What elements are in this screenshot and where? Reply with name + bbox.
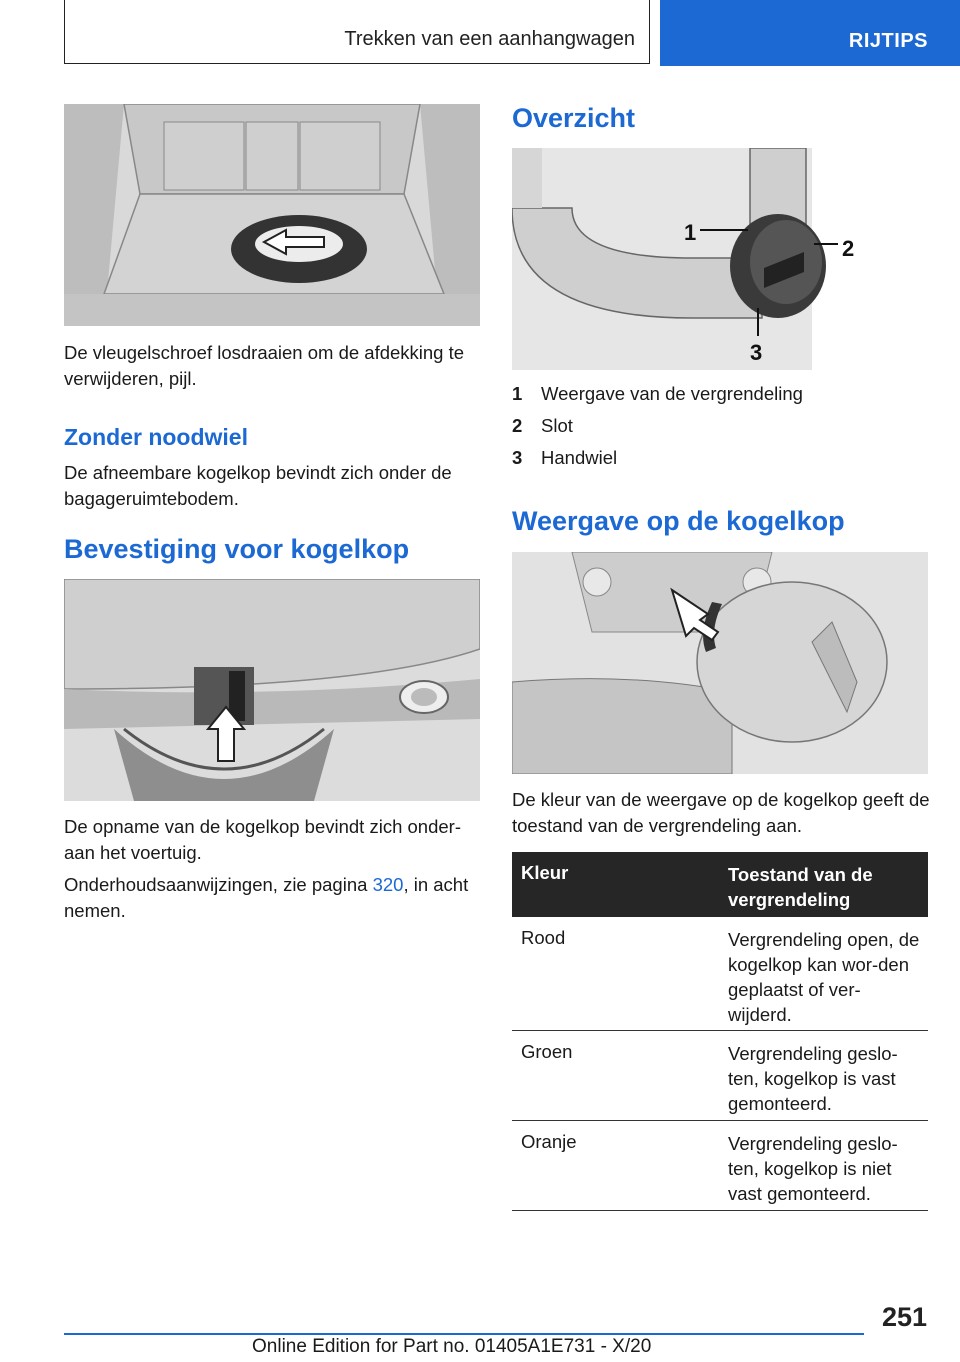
table-header-row (512, 852, 928, 917)
legend-number: 1 (512, 383, 523, 404)
chapter-title: Trekken van een aanhangwagen (344, 28, 635, 50)
table-row (512, 1121, 928, 1211)
bevestiging-heading: Bevestiging voor kogelkop (64, 534, 410, 564)
page-header (0, 0, 960, 66)
overzicht-heading: Overzicht (512, 103, 636, 133)
indicator-figure (512, 552, 928, 774)
section-tab-label: RIJTIPS (848, 30, 928, 52)
table-header-toestand: Toestand van de vergrendeling (728, 864, 873, 910)
legend-label: Slot (541, 415, 573, 436)
figure-callout-3: 3 (750, 340, 763, 365)
table-cell-toestand: Vergrendeling geslo-ten, kogelkop is niet vast gemonteerd. (728, 1133, 898, 1204)
table-cell-kleur: Groen (521, 1041, 573, 1062)
bumper-figure-caption: De opname van de kogelkop bevindt zich onder-aan het voertuig. (64, 816, 461, 863)
maintenance-note-text: Onderhoudsaanwijzingen, zie pagina (64, 874, 373, 895)
footer-edition: Online Edition for Part no. 01405A1E731 - X/20 (252, 1336, 652, 1357)
table-cell-toestand: Vergrendeling open, de kogelkop kan wor-den geplaatst of ver-wijderd. (728, 929, 920, 1025)
page-number: 251 (882, 1302, 928, 1332)
section-tab[interactable] (660, 0, 960, 66)
legend-label: Weergave van de vergrendeling (541, 383, 803, 404)
maintenance-note (64, 872, 484, 924)
table-cell-kleur: Oranje (521, 1131, 577, 1152)
table-header-kleur: Kleur (521, 862, 569, 883)
table-cell-toestand: Vergrendeling geslo-ten, kogelkop is vast gemonteerd. (728, 1043, 898, 1114)
figure-callout-1: 1 (684, 220, 697, 245)
table-row (512, 917, 928, 1031)
zonder-noodwiel-heading: Zonder noodwiel (64, 424, 248, 450)
table-row (512, 1031, 928, 1121)
indicator-status-table (512, 852, 928, 1211)
footer-divider (64, 1333, 864, 1335)
figure-callout-2: 2 (842, 236, 855, 261)
legend-number: 3 (512, 447, 523, 468)
zonder-noodwiel-text: De afneembare kogelkop bevindt zich onder de bagageruimtebodem. (64, 462, 452, 509)
bumper-mount-figure (64, 579, 480, 801)
page-reference-link[interactable]: 320 (372, 874, 404, 895)
weergave-heading: Weergave op de kogelkop (512, 506, 845, 536)
weergave-text: De kleur van de weergave op de kogelkop geeft de toestand van de vergrendeling aan. (512, 789, 930, 836)
header-title-box (64, 0, 650, 64)
legend-number: 2 (512, 415, 523, 436)
legend-label: Handwiel (541, 447, 618, 468)
trunk-spare-wheel-figure (64, 104, 480, 326)
ball-head-overview-figure (512, 148, 928, 370)
table-cell-kleur: Rood (521, 927, 566, 948)
maintenance-note-end: , in acht nemen. (64, 874, 469, 921)
trunk-figure-caption: De vleugelschroef losdraaien om de afdekking te verwijderen, pijl. (64, 342, 465, 389)
